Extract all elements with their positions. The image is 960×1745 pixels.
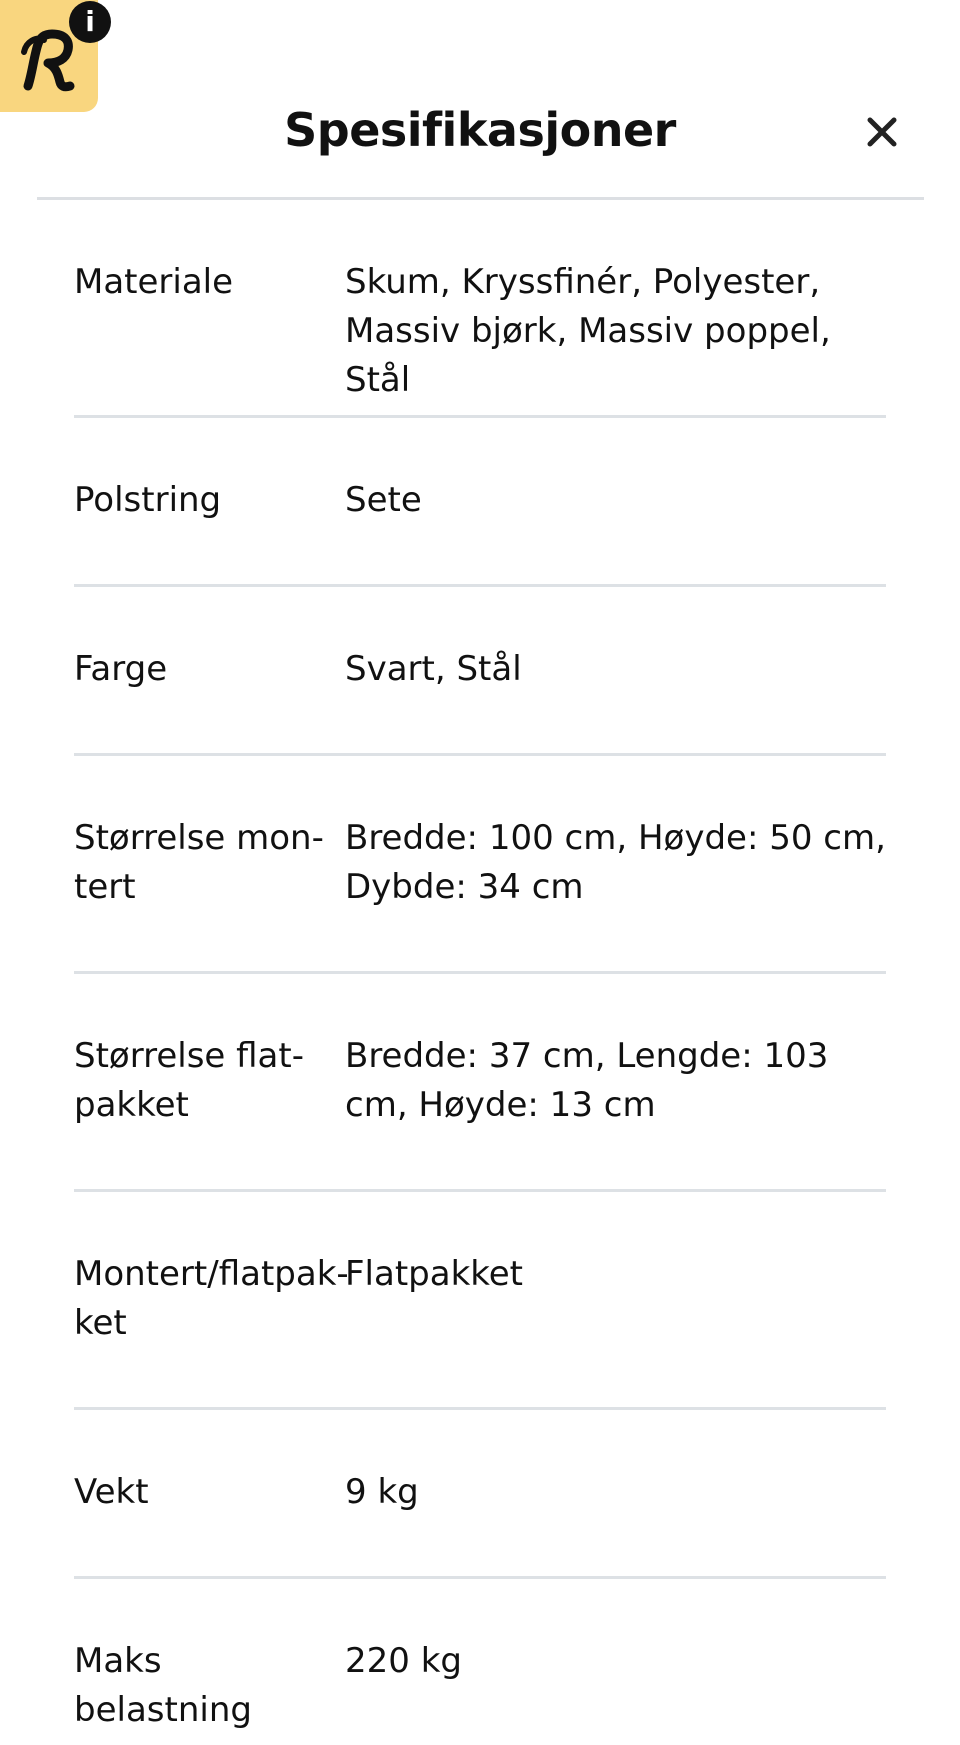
spec-row-montert-flatpakket [74,1192,886,1410]
spec-label: Montert/flatpakket [74,1254,349,1343]
spec-value: Svart, Stål [345,649,522,689]
page-title: Spesifikasjoner [284,103,676,157]
close-icon [860,110,904,154]
close-button[interactable] [860,110,904,154]
spec-label: Vekt [74,1472,149,1512]
spec-label: Farge [74,649,168,689]
spec-row-storrelse-flatpakket [74,974,886,1192]
spec-value: Flatpakket [345,1254,524,1294]
spec-row-farge [74,587,886,756]
spec-label: Maks belastning [74,1641,252,1730]
spec-row-storrelse-montert [74,756,886,974]
modal-header [0,0,960,199]
r-logo-icon [14,26,84,96]
spec-row-polstring [74,418,886,587]
spec-list [74,200,886,1745]
spec-label: Polstring [74,480,222,520]
spec-label: Størrelse montert [74,818,324,907]
spec-label: Materiale [74,262,234,302]
spec-row-vekt [74,1410,886,1579]
info-icon[interactable]: i [69,1,111,43]
spec-value: Bredde: 100 cm, Høyde: 50 cm, Dybde: 34 cm [345,818,886,907]
spec-row-maks-belastning [74,1579,886,1745]
spec-value: Skum, Kryssfinér, Polyester, Massiv bjørk, Massiv poppel, Stål [345,262,831,400]
spec-row-materiale [74,200,886,418]
spec-value: 9 kg [345,1472,419,1512]
spec-value: Sete [345,480,422,520]
spec-value: 220 kg [345,1641,462,1681]
spec-value: Bredde: 37 cm, Lengde: 103 cm, Høyde: 13 cm [345,1036,829,1125]
spec-label: Størrelse flatpakket [74,1036,304,1125]
